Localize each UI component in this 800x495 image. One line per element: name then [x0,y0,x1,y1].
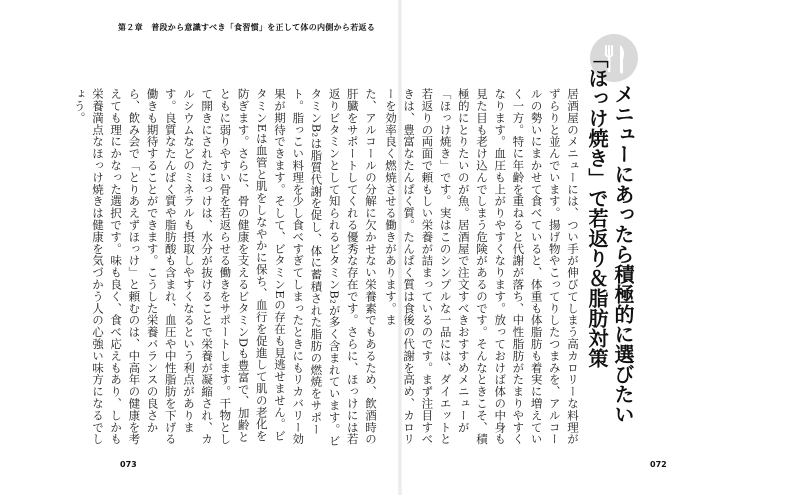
section-title-line-1: メニューにあったら積極的に選びたい [611,84,635,424]
left-page-number: 073 [120,460,137,469]
running-header: 第２章 普段から意識すべき「食習慣」を正して体の内側から若返る [118,23,376,32]
left-page-body: た、アルコールの分解に欠かせない栄養素でもあるため、飲酒時の肝臓をサポートしてくれる優秀な存在です。さらに、ほっけには若返りビタミンとして知られるビタミンB₂が多く含まれています。ビタミンB₂は脂質代謝を促し、体に蓄積された脂肪の燃焼をサポート。脂っこい料理を少し食べすぎてしまったときにもリカバリー効果が期待できます。そして、ビタミンEの存在も見逃せません。ビタミンEは血管と肌をしなやかに保ち、血行を促進して肌の老化を防ぎます。さらに、骨の健康を支えるビタミンDも豊富で、加齢とともに弱りやすい骨を若返らせる働きをサポートします。干物として開きにされたほっけは、水分が抜けることで栄養が凝縮され、カルシウムなどのミネラルも摂取しやすくなるという利点があります。良質なたんぱく質や脂肪酸も含まれ、血圧や中性脂肪を下げる働きも期待することができます。こうした栄養バランスの良さから、飲み会で「とりあえずほっけ」と頼むのは、中高年の健康を考えても理にかなった選択です。味も良く、食べ応えもあり、しかも栄養満点なほっけ焼きは健康を気づかう人の心強い味方になるでしょう。 [72,88,378,447]
right-page-body: 居酒屋のメニューには、つい手が伸びてしまう高カロリーな料理がずらりと並んでいます。揚げ物やこってりしたつまみを、アルコールの勢いにまかせて食べていると、体重も体脂肪も着実に増えていく一方。特に年齢を重ねると代謝が落ち、中性脂肪がたまりやすくなります。血圧も上がりやすくなります。放っておけば体の中身も見た目も老け込んでしまう危険があるのです。そんなときこそ、積極的にとりたいのが魚。居酒屋で注文すべきおすすめメニューが「ほっけ焼き」です。実はこのシンプルな一品には、ダイエットと若返りの両面で頼もしい栄養が詰まっているのです。まず注目すべきは、豊富なたんぱく質。たんぱく質は食後の代謝を高め、カロリーを効率良く燃焼させる働きがあります。ま [383,88,580,445]
section-title-line-2: 「ほっけ焼き」で若返り＆脂肪対策 [585,48,609,368]
right-page-number: 072 [650,460,667,469]
